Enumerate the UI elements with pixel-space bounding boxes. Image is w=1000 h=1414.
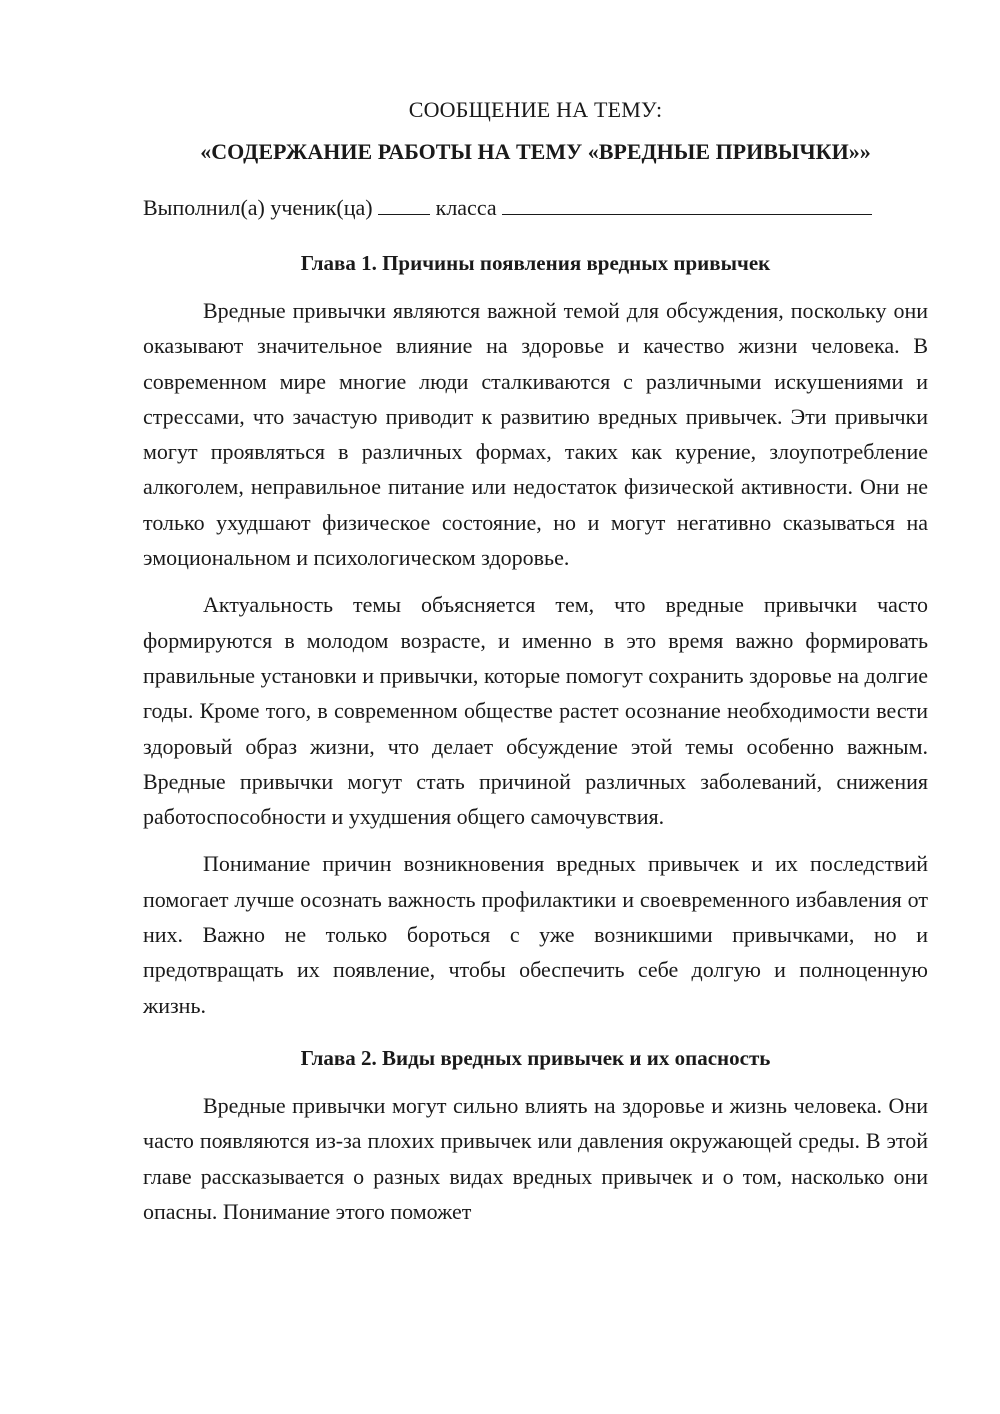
author-prefix: Выполнил(а) ученик(ца) (143, 195, 373, 220)
chapter1-paragraph: Вредные привычки являются важной темой для обсуждения, поскольку они оказывают значительное влияние на здоровье и качество жизни человека. В современном мире многие люди сталкиваются с различными искушениями и стрессами, что зачастую приводит к развитию вредных привычек. Эти привычки могут проявляться в различных формах, таких как курение, злоупотребление алкоголем, неправильное питание или недостаток физической активности. Они не только ухудшают физическое состояние, но и могут негативно сказываться на эмоциональном и психологическом здоровье. (143, 298, 928, 571)
chapter1-paragraph: Понимание причин возникновения вредных привычек и их последствий помогает лучше осознать важность профилактики и своевременного избавления от них. Важно не только бороться с уже возникшими привычками, но и предотвращать их появление, чтобы обеспечить себе долгую и полноценную жизнь. (143, 851, 928, 1018)
grade-blank (378, 194, 430, 215)
document-page (143, 92, 928, 1229)
author-class-label: класса (435, 195, 497, 220)
document-heading-line2: «СОДЕРЖАНИЕ РАБОТЫ НА ТЕМУ «ВРЕДНЫЕ ПРИВЫЧКИ»» (200, 139, 871, 164)
chapter2-title: Глава 2. Виды вредных привычек и их опасность (300, 1045, 771, 1070)
class-blank (502, 194, 872, 215)
author-line (143, 190, 928, 226)
chapter1-paragraph: Актуальность темы объясняется тем, что вредные привычки часто формируются в молодом возрасте, и именно в это время важно формировать правильные установки и привычки, которые помогут сохранить здоровье на долгие годы. Кроме того, в современном обществе растет осознание необходимости вести здоровый образ жизни, что делает обсуждение этой темы особенно важным. Вредные привычки могут стать причиной различных заболеваний, снижения работоспособности и ухудшения общего самочувствия. (143, 592, 928, 830)
document-heading-line1: СООБЩЕНИЕ НА ТЕМУ: (408, 97, 663, 122)
chapter2-paragraph: Вредные привычки могут сильно влиять на здоровье и жизнь человека. Они часто появляются из-за плохих привычек или давления окружающей среды. В этой главе рассказывается о разных видах вредных привычек и о том, насколько они опасны. Понимание этого поможет (143, 1092, 928, 1224)
chapter1-title: Глава 1. Причины появления вредных привычек (300, 251, 771, 275)
